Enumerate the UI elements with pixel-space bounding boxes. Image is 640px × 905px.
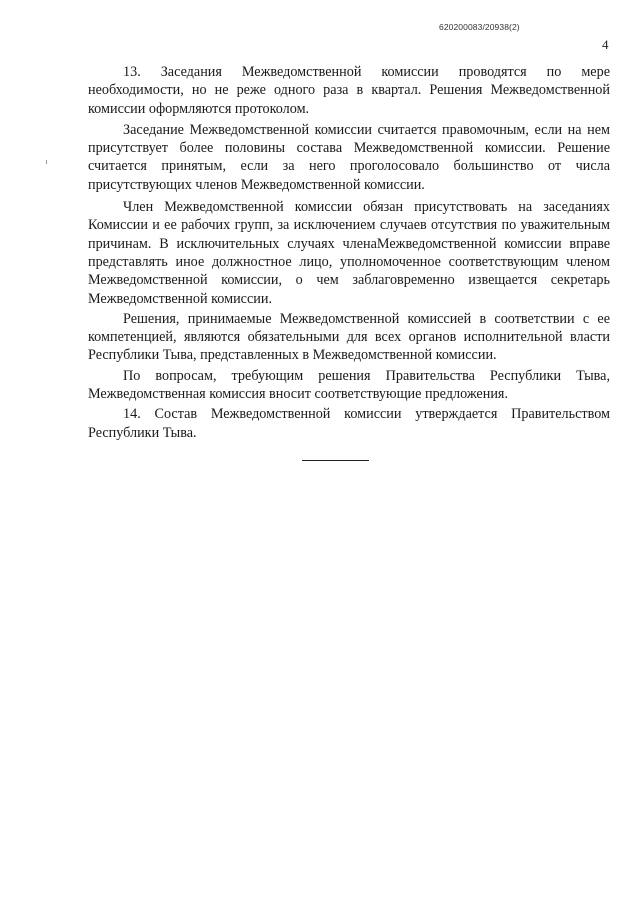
document-id: 620200083/20938(2) (439, 22, 520, 32)
paragraph-government-proposals: По вопросам, требующим решения Правительства Республики Тыва, Межведомственная комиссия вносит соответствующие предложения. (88, 367, 610, 403)
paragraph-binding-decisions: Решения, принимаемые Межведомственной комиссией в соответствии с ее компетенцией, являются обязательными для всех органов исполнительной власти Республики Тыва, представленных в Межведомственной комиссии. (88, 310, 610, 364)
margin-mark (46, 160, 47, 164)
document-body (88, 63, 610, 442)
paragraph-member-attendance: Член Межведомственной комиссии обязан присутствовать на заседаниях Комиссии и ее рабочих групп, за исключением случаев отсутствия по уважительным причинам. В исключительных случаях членаМежведомственной комиссии вправе представлять иное должностное лицо, уполномоченное соответствующим членом Межведомственной комиссии, о чем заблаговременно извещается секретарь Межведомственной комиссии. (88, 199, 610, 307)
end-divider (302, 460, 369, 461)
paragraph-14-composition: 14. Состав Межведомственной комиссии утверждается Правительством Республики Тыва. (88, 406, 610, 441)
paragraph-quorum: Заседание Межведомственной комиссии считается правомочным, если на нем присутствует более половины состава Межведомственной комиссии. Решение считается принятым, если за него проголосовало большинство от числа присутствующих членов Межведомственной комиссии. (88, 121, 610, 193)
page-number: 4 (602, 37, 609, 52)
paragraph-13-meetings: 13. Заседания Межведомственной комиссии проводятся по мере необходимости, но не реже одного раза в квартал. Решения Межведомственной комиссии оформляются протоколом. (88, 64, 610, 117)
